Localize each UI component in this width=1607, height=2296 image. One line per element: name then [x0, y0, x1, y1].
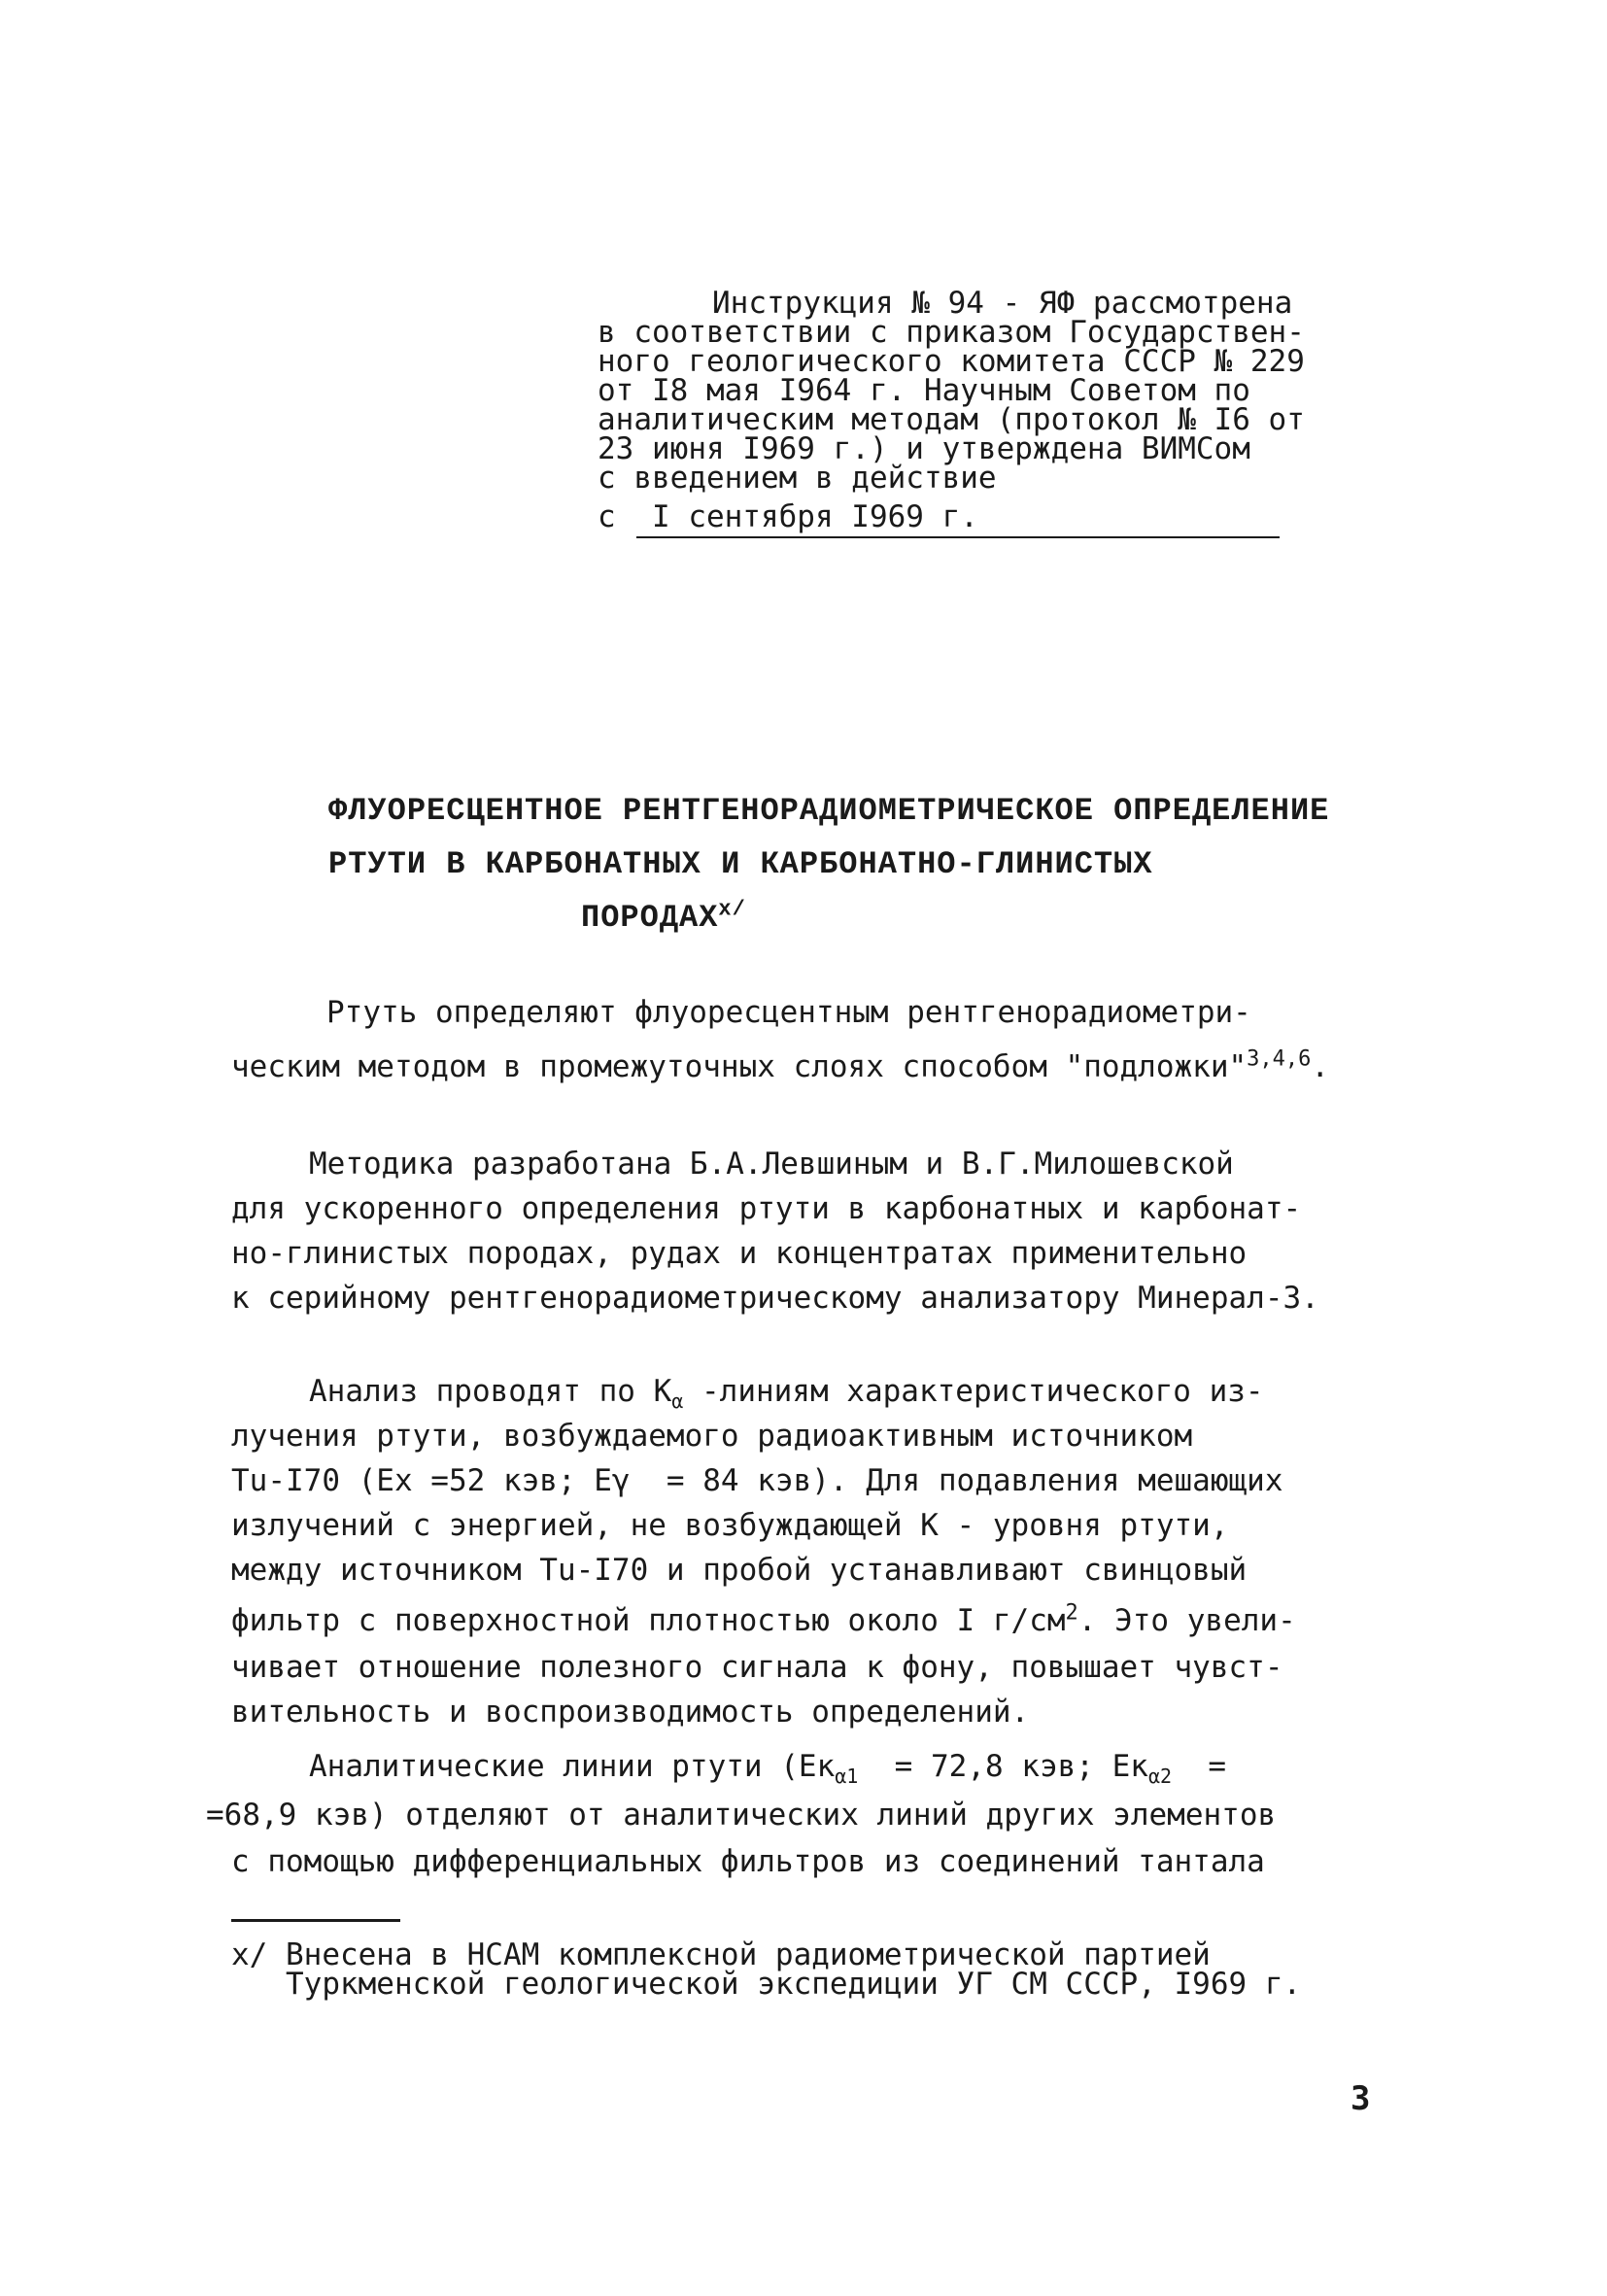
- paragraph-1-line-1: Ртуть определяют флуоресцентным рентгенорадиометри-: [326, 995, 1251, 1030]
- paragraph-4-line-1-mid: = 72,8 кэв; Ек: [858, 1749, 1148, 1784]
- paragraph-3-line: лучения ртути, возбуждаемого радиоактивным источником: [231, 1419, 1193, 1454]
- paragraph-3-line-1-end: -линиям характеристического из-: [683, 1374, 1264, 1409]
- title-line-2: РТУТИ В КАРБОНАТНЫХ И КАРБОНАТНО-ГЛИНИСТЫХ: [328, 846, 1153, 882]
- approval-line: аналитическим методам (протокол № I6 от: [598, 402, 1305, 437]
- paragraph-3-line: чивает отношение полезного сигнала к фону, повышает чувст-: [231, 1650, 1283, 1685]
- k-alpha-subscript: α: [671, 1389, 684, 1414]
- paragraph-1-line-2-text: ческим методом в промежуточных слоях способом "подложки": [231, 1049, 1248, 1084]
- approval-line: 23 июня I969 г.) и утверждена ВИМСом: [598, 431, 1250, 466]
- paragraph-2-line: но-глинистых породах, рудах и концентратах применительно: [231, 1236, 1248, 1271]
- paragraph-3-line: Tu-I70 (Eх =52 кэв; Eγ = 84 кэв). Для подавления мешающих: [231, 1463, 1283, 1498]
- approval-line: Инструкция № 94 - ЯФ рассмотрена: [712, 286, 1293, 321]
- paragraph-3-line: излучений с энергией, не возбуждающей К - уровня ртути,: [231, 1508, 1229, 1543]
- approval-line: от I8 мая I964 г. Научным Советом по: [598, 373, 1250, 408]
- paragraph-4-line-1-end: =: [1172, 1749, 1227, 1784]
- paragraph-2-line: для ускоренного определения ртути в карбонатных и карбонат-: [231, 1191, 1302, 1226]
- paragraph-4-line: =68,9 кэв) отделяют от аналитических линий других элементов: [206, 1798, 1277, 1833]
- paragraph-3-line-6-start: фильтр с поверхностной плотностью около I г/см: [231, 1603, 1066, 1638]
- paragraph-1-end: .: [1311, 1049, 1330, 1084]
- paragraph-3-line: между источником Tu-I70 и пробой устанавливают свинцовый: [231, 1553, 1248, 1588]
- paragraph-2-line: Методика разработана Б.А.Левшиным и В.Г.Милошевской: [309, 1147, 1234, 1182]
- footnote-line-2: Туркменской геологической экспедиции УГ СМ СССР, I969 г.: [231, 1967, 1302, 2002]
- paragraph-3-line-1: [309, 1372, 1264, 1414]
- approval-line: ного геологического комитета СССР № 229: [598, 344, 1305, 379]
- paragraph-1-line-2: [231, 1047, 1329, 1086]
- approval-line: в соответствии с приказом Государствен-: [598, 315, 1305, 350]
- page-number: 3: [1351, 2079, 1371, 2118]
- title-footnote-mark: x/: [718, 897, 746, 922]
- title-line-1: ФЛУОРЕСЦЕНТНОЕ РЕНТГЕНОРАДИОМЕТРИЧЕСКОЕ ОПРЕДЕЛЕНИЕ: [328, 793, 1330, 829]
- paragraph-4-line-1-start: Аналитические линии ртути (Ек: [309, 1749, 836, 1784]
- paragraph-3-line-6: [231, 1601, 1296, 1640]
- alpha1-subscript: α1: [835, 1765, 859, 1789]
- approval-line: с введением в действие: [598, 461, 997, 496]
- approval-date-line: с I сентября I969 г.: [598, 499, 978, 534]
- reference-numbers: 3,4,6: [1247, 1046, 1312, 1072]
- paragraph-3-line-1-start: Анализ проводят по К: [309, 1374, 672, 1409]
- paragraph-4-line: с помощью дифференциальных фильтров из соединений тантала: [231, 1844, 1265, 1879]
- title-line-3-text: ПОРОДАХ: [581, 900, 719, 936]
- paragraph-3-line: вительность и воспроизводимость определений.: [231, 1695, 1030, 1730]
- footnote-divider: [231, 1919, 400, 1922]
- paragraph-4-line-1: [309, 1747, 1227, 1789]
- paragraph-3-line-6-end: . Это увели-: [1077, 1603, 1296, 1638]
- paragraph-2-line: к серийному рентгенорадиометрическому анализатору Минерал-3.: [231, 1281, 1319, 1316]
- date-underline: [636, 536, 1280, 538]
- alpha2-subscript: α2: [1147, 1765, 1173, 1789]
- footnote-line-1: x/ Внесена в НСАМ комплексной радиометрической партией: [231, 1937, 1211, 1972]
- cm-squared-superscript: 2: [1065, 1600, 1078, 1626]
- title-line-3: [581, 899, 746, 938]
